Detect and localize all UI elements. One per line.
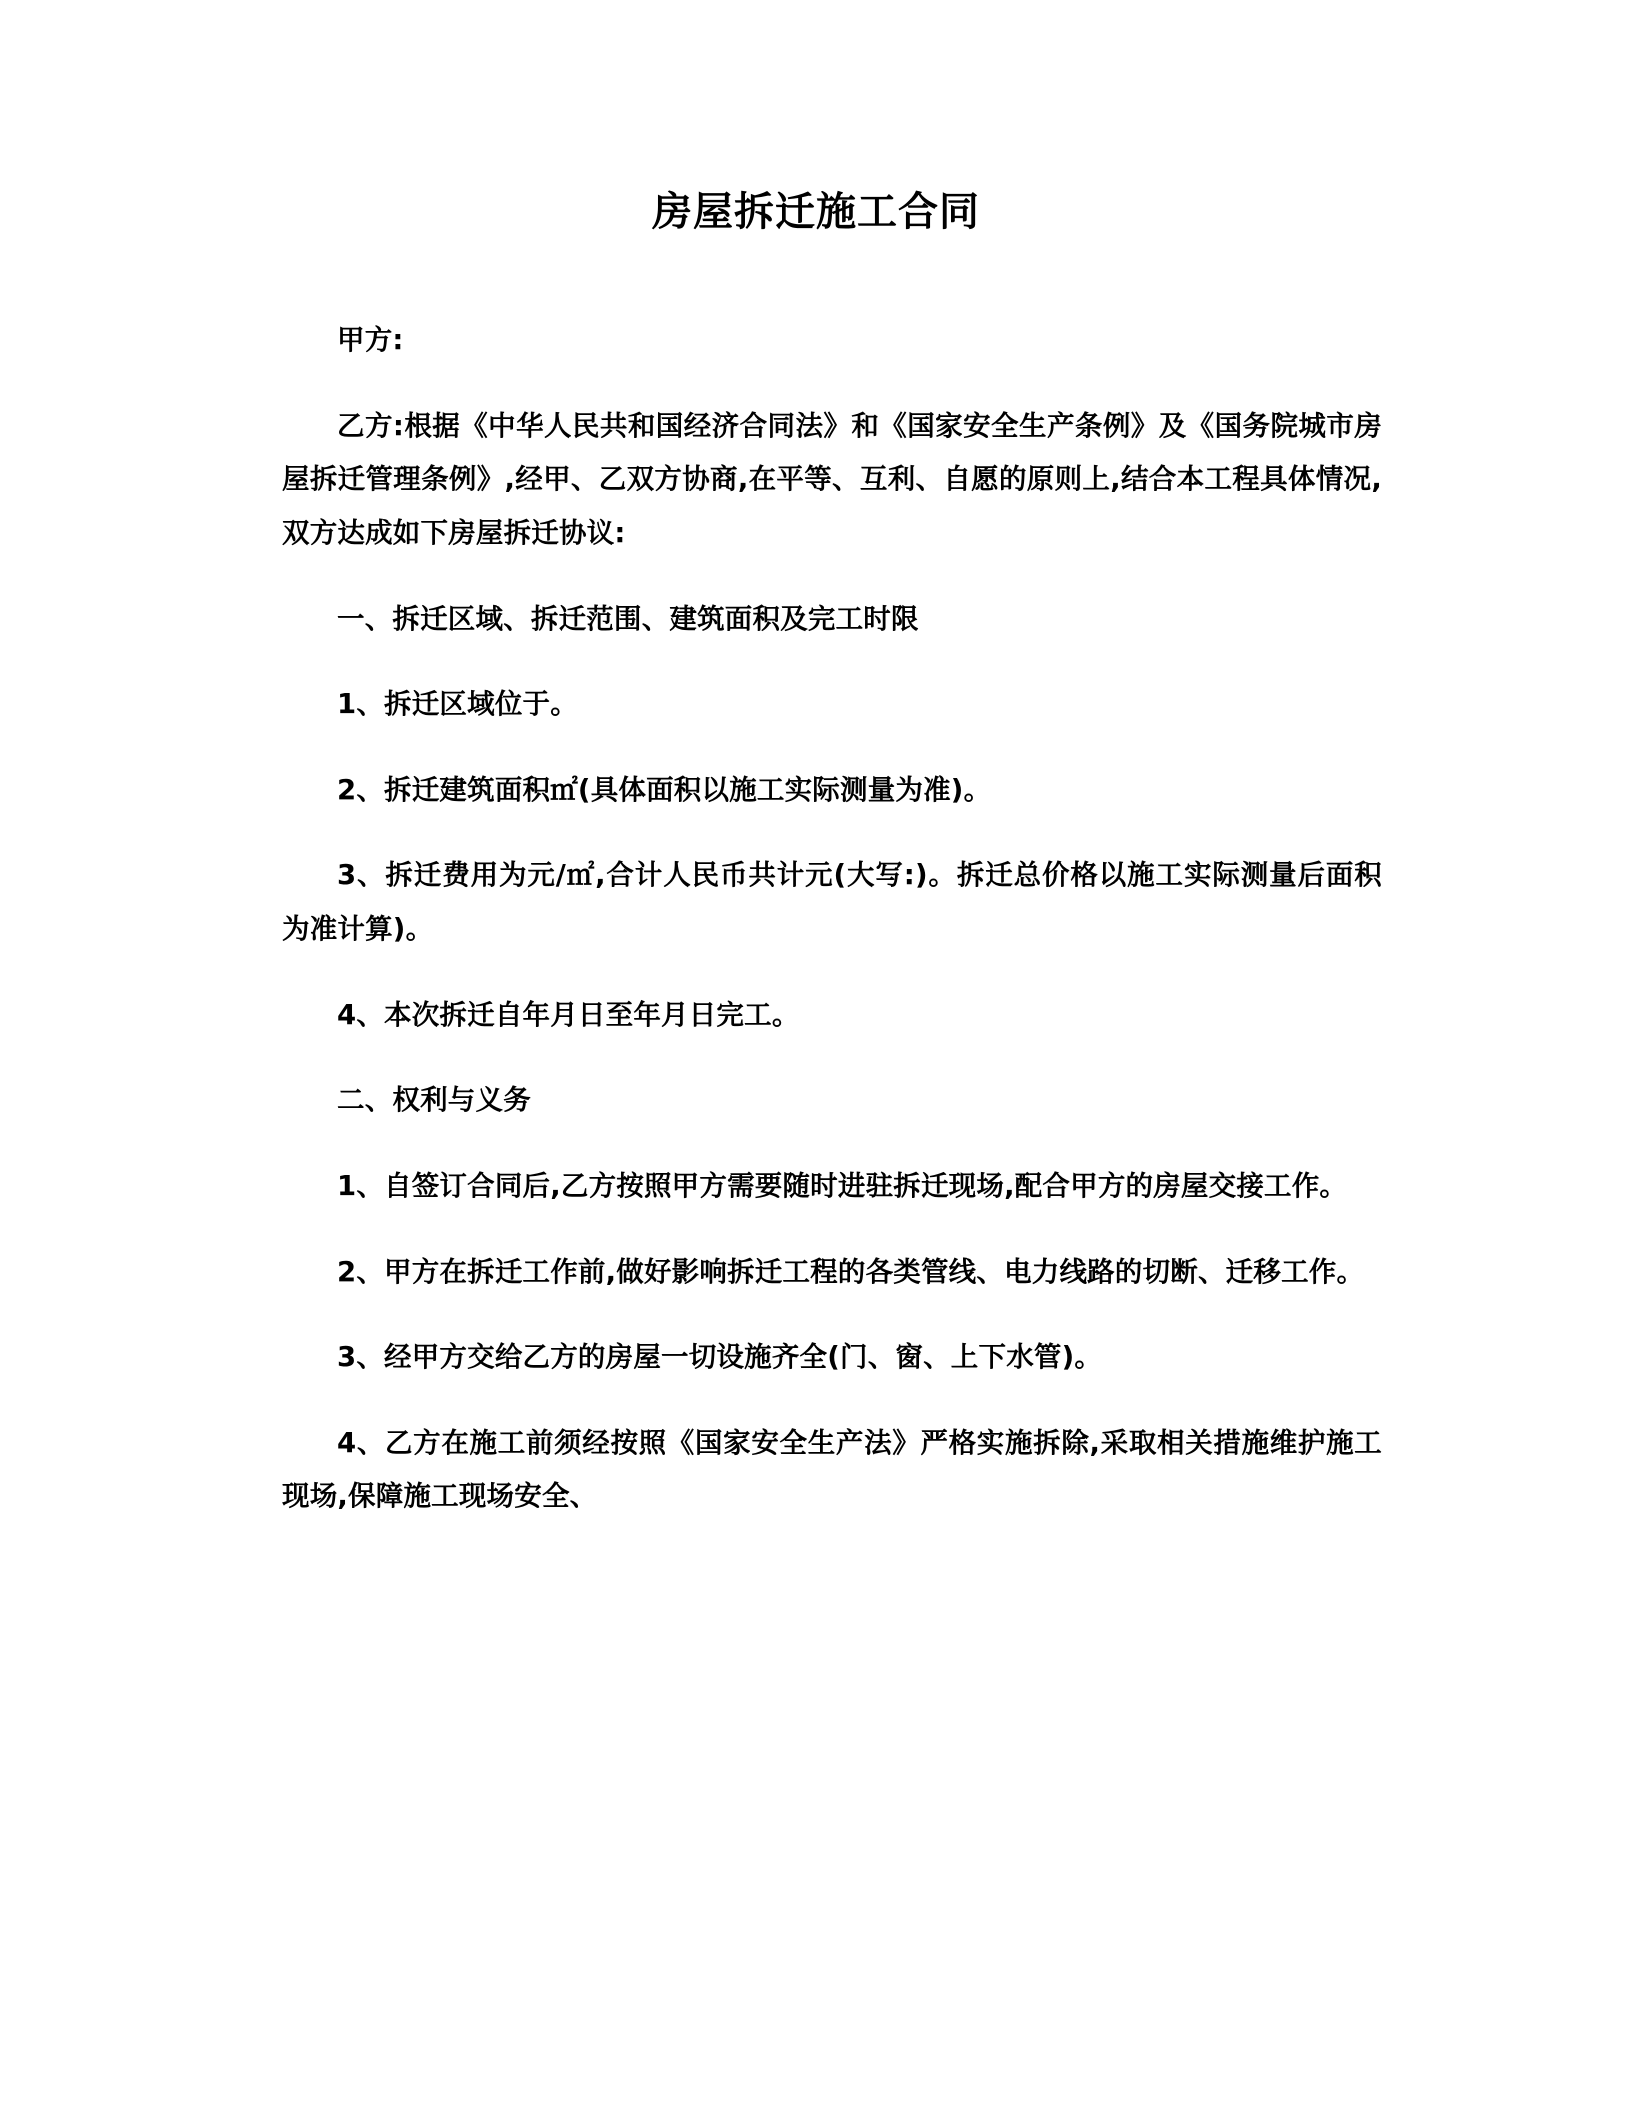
paragraph-item-1-3: 3、拆迁费用为元/㎡,合计人民币共计元(大写:)。拆迁总价格以施工实际测量后面积为准计算)。: [282, 859, 1382, 945]
paragraph-item-2-4: 4、乙方在施工前须经按照《国家安全生产法》严格实施拆除,采取相关措施维护施工现场,保障施工现场安全、: [282, 1426, 1382, 1513]
paragraph-item-2-1: 1、自签订合同后,乙方按照甲方需要随时进驻拆迁现场,配合甲方的房屋交接工作。: [337, 1169, 1348, 1202]
paragraph-item-1-2: 2、拆迁建筑面积㎡(具体面积以施工实际测量为准)。: [337, 773, 992, 806]
paragraph-item-1-1: 1、拆迁区域位于。: [337, 688, 578, 721]
paragraph-item-1-4: 4、本次拆迁自年月日至年月日完工。: [337, 998, 800, 1031]
page-title: 房屋拆迁施工合同: [652, 189, 980, 235]
document-body: [154, 314, 1478, 1524]
heading-section-2: 二、权利与义务: [337, 1084, 531, 1117]
paragraph-item-2-2: 2、甲方在拆迁工作前,做好影响拆迁工程的各类管线、电力线路的切断、迁移工作。: [337, 1255, 1365, 1288]
heading-section-1: 一、拆迁区域、拆迁范围、建筑面积及完工时限: [337, 602, 919, 635]
paragraph-party-b-preamble: 乙方:根据《中华人民共和国经济合同法》和《国家安全生产条例》及《国务院城市房屋拆迁管理条例》,经甲、乙双方协商,在平等、互利、自愿的原则上,结合本工程具体情况,双方达成如下房屋拆迁协议:: [282, 409, 1382, 549]
paragraph-party-a: 甲方:: [337, 324, 404, 356]
paragraph-item-2-3: 3、经甲方交给乙方的房屋一切设施齐全(门、窗、上下水管)。: [337, 1341, 1103, 1374]
